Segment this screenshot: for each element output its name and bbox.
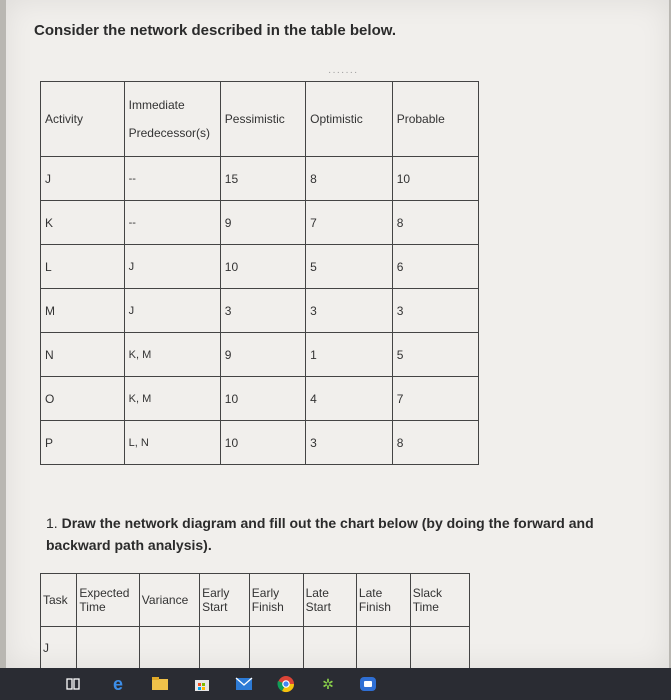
cell-activity: O [41, 377, 125, 421]
header-late-start [303, 574, 356, 627]
worksheet-photo [6, 0, 669, 668]
header-pessimistic: Pessimistic [220, 82, 305, 157]
windows-taskbar [0, 668, 671, 700]
cell-optimistic: 3 [306, 289, 393, 333]
header-early-finish [249, 574, 303, 627]
cell-predecessor: J [124, 245, 220, 289]
header-task: Task [41, 574, 77, 627]
table-header-row [41, 82, 479, 157]
header-predecessor [124, 82, 220, 157]
header-variance: Variance [139, 574, 199, 627]
table-row [41, 377, 479, 421]
table-row [41, 421, 479, 465]
header-slack-line2: Time [412, 600, 439, 614]
teams-icon[interactable] [358, 674, 378, 694]
header-predecessor-line1: Immediate [128, 98, 185, 112]
header-expected-line1: Expected [79, 586, 130, 600]
cell-predecessor: K, M [124, 377, 220, 421]
question-number: 1. [46, 515, 58, 531]
header-lf-line1: Late [358, 586, 383, 600]
cell-pessimistic: 9 [220, 201, 305, 245]
header-expected-line2: Time [79, 600, 106, 614]
header-ef-line2: Finish [251, 600, 284, 614]
header-ef-line1: Early [251, 586, 280, 600]
task-view-icon[interactable] [64, 674, 84, 694]
table-row [41, 245, 479, 289]
header-late-finish [356, 574, 410, 627]
header-slack-time [410, 574, 469, 627]
cell-probable: 5 [392, 333, 478, 377]
cell-optimistic: 8 [306, 157, 393, 201]
cell-probable: 8 [392, 201, 478, 245]
cell-probable: 10 [392, 157, 478, 201]
table-row [41, 157, 479, 201]
cell-probable: 3 [392, 289, 478, 333]
paint-icon[interactable]: ✲ [322, 675, 334, 692]
cell-activity: P [41, 421, 125, 465]
header-predecessor-line2: Predecessor(s) [128, 126, 210, 140]
cell-probable: 8 [392, 421, 478, 465]
cell-predecessor: -- [124, 157, 220, 201]
table-row [41, 289, 479, 333]
cell-pessimistic: 10 [220, 377, 305, 421]
store-icon[interactable] [192, 674, 212, 694]
file-explorer-icon[interactable] [150, 674, 170, 694]
cell-task: J [41, 627, 77, 692]
header-early-start [200, 574, 250, 627]
cell-pessimistic: 9 [220, 333, 305, 377]
header-optimistic: Optimistic [306, 82, 393, 157]
cell-activity: K [41, 201, 125, 245]
cell-optimistic: 4 [306, 377, 393, 421]
cell-activity: J [41, 157, 125, 201]
header-lf-line2: Finish [358, 600, 391, 614]
header-ls-line2: Start [305, 600, 331, 614]
cell-probable: 7 [392, 377, 478, 421]
cell-optimistic: 7 [306, 201, 393, 245]
cell-predecessor: K, M [124, 333, 220, 377]
header-activity: Activity [41, 82, 125, 157]
cell-activity: M [41, 289, 125, 333]
header-expected-time [77, 574, 139, 627]
cell-optimistic: 1 [306, 333, 393, 377]
table-row [41, 201, 479, 245]
cell-predecessor: L, N [124, 421, 220, 465]
cell-pessimistic: 3 [220, 289, 305, 333]
table-header-row [41, 574, 470, 627]
cell-optimistic: 5 [306, 245, 393, 289]
chrome-icon[interactable] [276, 674, 296, 694]
header-es-line2: Start [202, 600, 228, 614]
cell-pessimistic: 15 [220, 157, 305, 201]
cell-predecessor: -- [124, 201, 220, 245]
table-row [41, 333, 479, 377]
cell-predecessor: J [124, 289, 220, 333]
page-title: Consider the network described in the table below. [34, 22, 397, 39]
question-body: Draw the network diagram and fill out the chart below (by doing the forward and backward path analysis). [46, 515, 594, 553]
edge-icon[interactable]: e [112, 673, 123, 694]
header-probable: Probable [392, 82, 478, 157]
cell-pessimistic: 10 [220, 421, 305, 465]
cell-pessimistic: 10 [220, 245, 305, 289]
cell-activity: L [41, 245, 125, 289]
cell-probable: 6 [392, 245, 478, 289]
question-text [46, 512, 636, 556]
mail-icon[interactable] [234, 674, 254, 694]
activity-table [40, 81, 479, 465]
header-ls-line1: Late [305, 586, 329, 600]
cell-optimistic: 3 [306, 421, 393, 465]
separator-dots: ······· [328, 67, 359, 78]
cell-activity: N [41, 333, 125, 377]
header-es-line1: Early [202, 586, 230, 600]
header-slack-line1: Slack [412, 586, 443, 600]
